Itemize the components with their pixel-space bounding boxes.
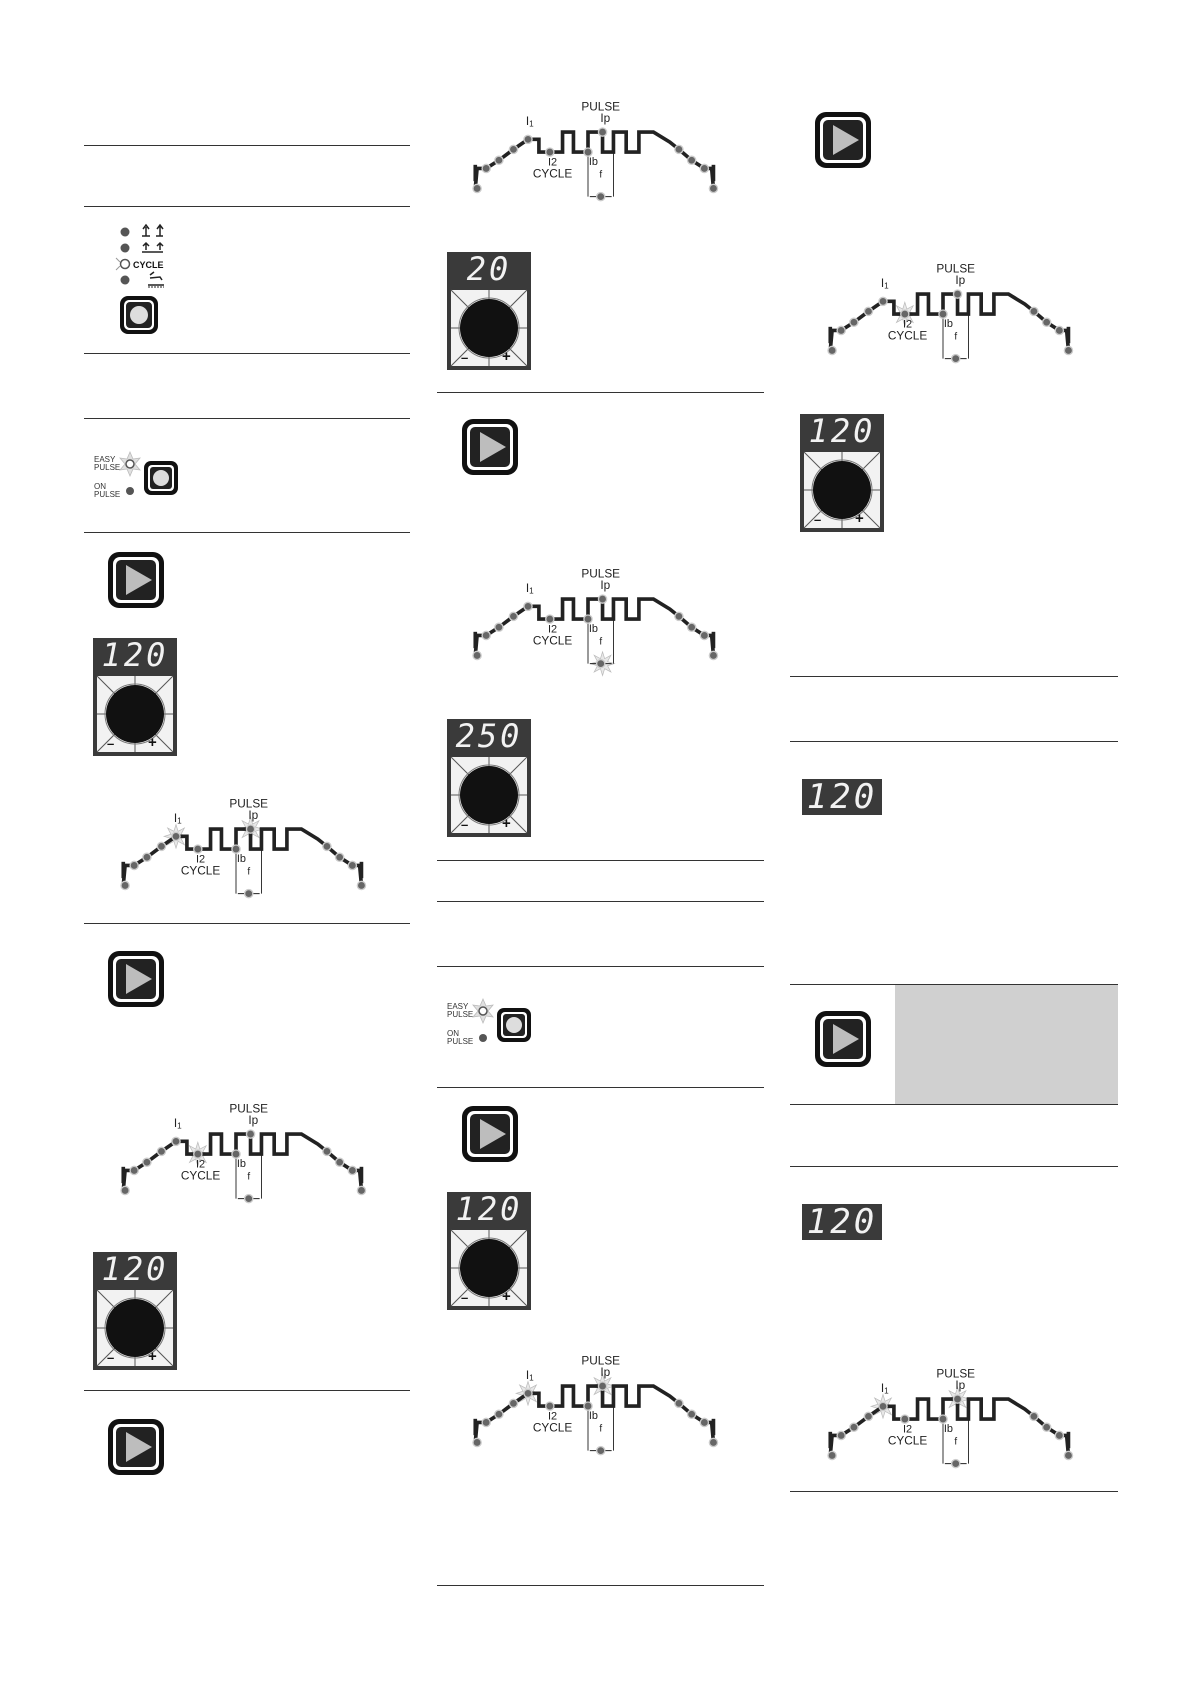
divider [437,392,764,393]
label-f: f [599,636,603,648]
divider [84,353,410,354]
label-i2: I2 [547,623,558,636]
label-cycle: CYCLE [180,863,221,878]
parameter-dot [598,595,606,603]
minus-sign: – [461,1290,469,1305]
label-ip: Ip [248,808,259,823]
label-i2: I2 [902,1423,913,1436]
parameter-dot [245,1195,253,1203]
parameter-dot [482,631,490,639]
pulse-waveform-diagram [808,261,1098,365]
label-ib: Ib [943,1422,954,1435]
encoder-knob[interactable] [93,1252,177,1370]
torch-trigger-icon [828,327,832,343]
parameter-dot [675,1399,683,1407]
label-ip: Ip [248,1113,259,1128]
label-pulse: PULSE [936,261,976,276]
pulse-waveform-diagram [453,99,743,203]
parameter-dot [143,1158,151,1166]
label-i1: I1 [173,810,182,826]
parameter-dot [864,307,872,315]
parameter-dot [1055,326,1063,334]
minus-sign: – [107,1350,115,1365]
parameter-dot [172,1137,180,1145]
current-display [802,1204,882,1240]
mode-leds-icon [112,222,172,337]
easy-pulse-label-2: PULSE [94,463,121,472]
play-button[interactable] [106,949,166,1009]
torch-trigger-icon [712,632,716,648]
minus-sign: – [461,817,469,832]
parameter-dot [688,1410,696,1418]
parameter-dot [901,310,909,318]
label-i2: I2 [195,1158,206,1171]
parameter-dot [357,1186,365,1194]
pulse-selector-led-icon [92,450,182,500]
parameter-dot [837,1431,845,1439]
parameter-dot [879,1402,887,1410]
divider [84,206,410,207]
label-ib: Ib [236,852,247,865]
label-i1: I1 [525,1367,534,1383]
parameter-dot [597,1447,605,1455]
torch-trigger-icon [712,1419,716,1435]
plus-sign: + [502,348,511,365]
divider [437,860,764,861]
label-ib: Ib [588,622,599,635]
divider [790,984,1118,985]
label-f: f [599,169,603,181]
parameter-dot [495,1410,503,1418]
parameter-dot [828,1451,836,1459]
encoder-knob[interactable] [447,1192,531,1310]
parameter-dot [121,1186,129,1194]
label-ip: Ip [955,1378,966,1393]
parameter-dot [245,890,253,898]
parameter-dot [323,842,331,850]
parameter-dot [598,1382,606,1390]
parameter-dot [709,184,717,192]
plus-sign: + [502,815,511,832]
parameter-dot [524,602,532,610]
label-i1: I1 [525,580,534,596]
pulse-waveform-diagram [453,566,743,670]
knob-readout: 120 [101,636,169,674]
parameter-dot [509,612,517,620]
label-i1: I1 [880,1380,889,1396]
parameter-dot [121,881,129,889]
pulse-selector-led-icon [445,997,535,1047]
play-button[interactable] [106,550,166,610]
current-display [802,779,882,815]
parameter-dot [336,1158,344,1166]
parameter-dot [546,1402,554,1410]
divider [84,923,410,924]
torch-trigger-icon [1067,327,1071,343]
label-pulse: PULSE [581,99,621,114]
label-cycle: CYCLE [887,1433,928,1448]
parameter-dot [597,660,605,668]
divider [790,1166,1118,1167]
torch-trigger-icon [712,165,716,181]
cycle-mode-label: CYCLE [133,260,164,270]
knob-readout: 20 [466,250,512,288]
parameter-dot [1043,1423,1051,1431]
waveform-svg [101,1101,391,1205]
pulse-waveform-diagram [101,1101,391,1205]
label-ip: Ip [600,111,611,126]
divider [790,1104,1118,1105]
parameter-dot [1064,1451,1072,1459]
parameter-dot [194,845,202,853]
parameter-dot [157,1147,165,1155]
plus-sign: + [148,1348,157,1365]
parameter-dot [495,156,503,164]
display-readout: 120 [806,1202,878,1242]
label-f: f [599,1423,603,1435]
parameter-dot [700,631,708,639]
parameter-dot [597,193,605,201]
minus-sign: – [814,512,822,527]
parameter-dot [700,164,708,172]
torch-trigger-icon [360,1167,364,1183]
divider [84,418,410,419]
label-ib: Ib [588,155,599,168]
waveform-svg [808,1366,1098,1470]
label-ib: Ib [943,317,954,330]
label-f: f [247,1171,251,1183]
label-ip: Ip [600,578,611,593]
label-f: f [247,866,251,878]
torch-trigger-icon [828,1432,832,1448]
easy-pulse-label-1: EASY [447,1002,469,1011]
parameter-dot [546,148,554,156]
parameter-dot [130,861,138,869]
pulse-waveform-diagram [808,1366,1098,1470]
parameter-dot [336,853,344,861]
parameter-dot [172,832,180,840]
parameter-dot [864,1412,872,1420]
pulse-selector [92,450,182,500]
divider [790,741,1118,742]
parameter-dot [495,623,503,631]
parameter-dot [850,1423,858,1431]
parameter-dot [473,1438,481,1446]
torch-trigger-icon [1067,1432,1071,1448]
encoder-knob[interactable] [93,638,177,756]
plus-sign: + [148,734,157,751]
label-pulse: PULSE [229,1101,269,1116]
label-i2: I2 [195,853,206,866]
waveform-svg [453,1353,743,1457]
divider [790,1491,1118,1492]
parameter-dot [709,1438,717,1446]
parameter-dot [1030,307,1038,315]
minus-sign: – [107,736,115,751]
plus-sign: + [855,510,864,527]
label-pulse: PULSE [581,1353,621,1368]
label-cycle: CYCLE [532,633,573,648]
highlight-box [895,984,1118,1104]
label-i2: I2 [547,156,558,169]
torch-trigger-icon [473,165,477,181]
parameter-dot [837,326,845,334]
label-f: f [954,331,958,343]
label-pulse: PULSE [229,796,269,811]
parameter-dot [473,184,481,192]
parameter-dot [509,145,517,153]
waveform-svg [101,796,391,900]
label-ip: Ip [955,273,966,288]
parameter-dot [953,1395,961,1403]
plus-sign: + [502,1288,511,1305]
encoder-knob[interactable] [800,414,884,532]
divider [84,145,410,146]
divider [84,532,410,533]
parameter-dot [688,623,696,631]
encoder-knob[interactable] [447,719,531,837]
parameter-dot [246,825,254,833]
play-button[interactable] [813,110,873,170]
parameter-dot [348,861,356,869]
divider [437,966,764,967]
knob-readout: 120 [101,1250,169,1288]
torch-trigger-icon [360,862,364,878]
parameter-dot [1043,318,1051,326]
parameter-dot [700,1418,708,1426]
parameter-dot [546,615,554,623]
torch-trigger-icon [121,1167,125,1183]
label-i1: I1 [173,1115,182,1131]
parameter-dot [348,1166,356,1174]
pulse-waveform-diagram [101,796,391,900]
waveform-svg [808,261,1098,365]
on-pulse-label-1: ON [447,1029,459,1038]
parameter-dot [482,1418,490,1426]
parameter-dot [952,355,960,363]
label-i1: I1 [880,275,889,291]
divider [437,1087,764,1088]
label-pulse: PULSE [581,566,621,581]
label-ib: Ib [236,1157,247,1170]
divider [437,1585,764,1586]
parameter-dot [953,290,961,298]
label-cycle: CYCLE [532,166,573,181]
divider [437,901,764,902]
easy-pulse-label-2: PULSE [447,1010,474,1019]
parameter-dot [194,1150,202,1158]
label-i2: I2 [902,318,913,331]
play-button[interactable] [813,1009,873,1069]
label-f: f [954,1436,958,1448]
on-pulse-label-2: PULSE [94,490,121,499]
welding-mode-panel [112,222,172,337]
parameter-dot [482,164,490,172]
display-readout: 120 [806,777,878,817]
waveform-svg [453,99,743,203]
label-pulse: PULSE [936,1366,976,1381]
play-button[interactable] [460,417,520,477]
parameter-dot [952,1460,960,1468]
parameter-dot [879,297,887,305]
parameter-dot [675,612,683,620]
torch-trigger-icon [473,632,477,648]
label-ip: Ip [600,1365,611,1380]
parameter-dot [509,1399,517,1407]
encoder-knob[interactable] [447,252,531,370]
label-ib: Ib [588,1409,599,1422]
parameter-dot [473,651,481,659]
parameter-dot [901,1415,909,1423]
parameter-dot [675,145,683,153]
parameter-dot [143,853,151,861]
label-cycle: CYCLE [887,328,928,343]
parameter-dot [357,881,365,889]
torch-trigger-icon [121,862,125,878]
torch-trigger-icon [473,1419,477,1435]
waveform-svg [453,566,743,670]
on-pulse-label-1: ON [94,482,106,491]
parameter-dot [1055,1431,1063,1439]
parameter-dot [1064,346,1072,354]
parameter-dot [246,1130,254,1138]
divider [790,676,1118,677]
parameter-dot [1030,1412,1038,1420]
parameter-dot [709,651,717,659]
parameter-dot [130,1166,138,1174]
easy-pulse-label-1: EASY [94,455,116,464]
on-pulse-label-2: PULSE [447,1037,474,1046]
parameter-dot [850,318,858,326]
label-cycle: CYCLE [532,1420,573,1435]
label-i2: I2 [547,1410,558,1423]
parameter-dot [524,135,532,143]
divider [84,1390,410,1391]
parameter-dot [157,842,165,850]
knob-readout: 250 [455,717,523,755]
label-cycle: CYCLE [180,1168,221,1183]
pulse-waveform-diagram [453,1353,743,1457]
label-i1: I1 [525,113,534,129]
play-button[interactable] [106,1417,166,1477]
parameter-dot [524,1389,532,1397]
knob-readout: 120 [455,1190,523,1228]
parameter-dot [688,156,696,164]
minus-sign: – [461,350,469,365]
play-button[interactable] [460,1104,520,1164]
parameter-dot [598,128,606,136]
pulse-selector [445,997,535,1047]
parameter-dot [828,346,836,354]
knob-readout: 120 [808,412,876,450]
parameter-dot [323,1147,331,1155]
